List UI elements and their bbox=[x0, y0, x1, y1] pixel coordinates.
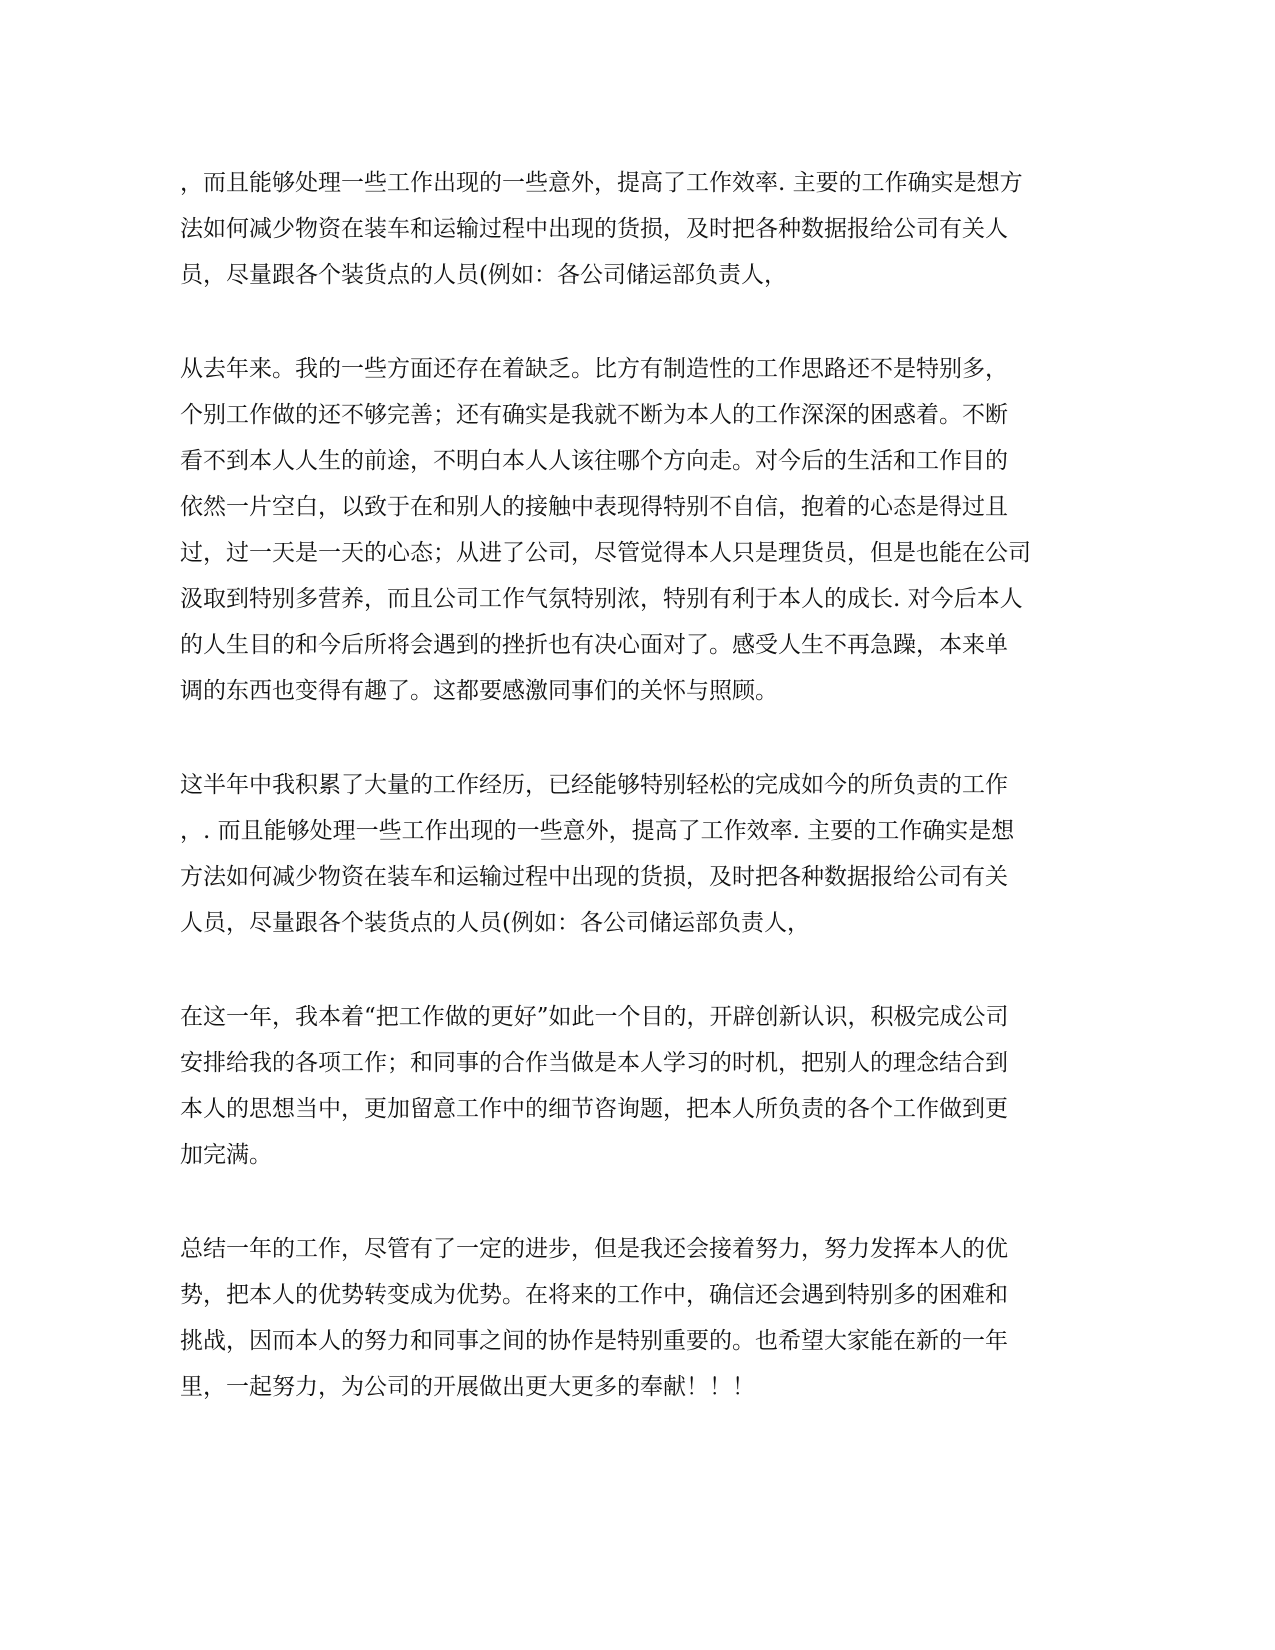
text-line: 员，尽量跟各个装货点的人员(例如：各公司储运部负责人， bbox=[180, 262, 787, 288]
text-line: 看不到本人人生的前途，不明白本人人该往哪个方向走。对今后的生活和工作目的 bbox=[180, 448, 1008, 474]
text-line: 从去年来。我的一些方面还存在着缺乏。比方有制造性的工作思路还不是特别多， bbox=[180, 356, 1008, 382]
paragraph-2 bbox=[180, 346, 1040, 714]
text-line: 总结一年的工作，尽管有了一定的进步，但是我还会接着努力，努力发挥本人的优 bbox=[180, 1236, 1008, 1262]
document-body bbox=[180, 160, 1040, 1458]
text-line: 本人的思想当中，更加留意工作中的细节咨询题，把本人所负责的各个工作做到更 bbox=[180, 1096, 1008, 1122]
text-line: 挑战，因而本人的努力和同事之间的协作是特别重要的。也希望大家能在新的一年 bbox=[180, 1328, 1008, 1354]
text-line: 过，过一天是一天的心态；从进了公司，尽管觉得本人只是理货员，但是也能在公司 bbox=[180, 540, 1031, 566]
paragraph-3 bbox=[180, 762, 1040, 946]
text-line: 法如何减少物资在装车和运输过程中出现的货损，及时把各种数据报给公司有关人 bbox=[180, 216, 1008, 242]
text-line: 安排给我的各项工作；和同事的合作当做是本人学习的时机，把别人的理念结合到 bbox=[180, 1050, 1008, 1076]
text-line: 这半年中我积累了大量的工作经历，已经能够特别轻松的完成如今的所负责的工作 bbox=[180, 772, 1008, 798]
text-line: 依然一片空白，以致于在和别人的接触中表现得特别不自信，抱着的心态是得过且 bbox=[180, 494, 1008, 520]
paragraph-1 bbox=[180, 160, 1040, 298]
text-line: ，而且能够处理一些工作出现的一些意外，提高了工作效率. 主要的工作确实是想方 bbox=[180, 170, 1023, 196]
paragraph-4 bbox=[180, 994, 1040, 1178]
text-line: 调的东西也变得有趣了。这都要感激同事们的关怀与照顾。 bbox=[180, 678, 778, 704]
text-line: 势，把本人的优势转变成为优势。在将来的工作中，确信还会遇到特别多的困难和 bbox=[180, 1282, 1008, 1308]
text-line: 在这一年，我本着“把工作做的更好”如此一个目的，开辟创新认识，积极完成公司 bbox=[180, 1004, 1009, 1030]
text-line: 的人生目的和今后所将会遇到的挫折也有决心面对了。感受人生不再急躁，本来单 bbox=[180, 632, 1008, 658]
text-line: 加完满。 bbox=[180, 1142, 272, 1168]
text-line: 个别工作做的还不够完善；还有确实是我就不断为本人的工作深深的困惑着。不断 bbox=[180, 402, 1008, 428]
text-line: ，. 而且能够处理一些工作出现的一些意外，提高了工作效率. 主要的工作确实是想 bbox=[180, 818, 1015, 844]
text-line: 人员，尽量跟各个装货点的人员(例如：各公司储运部负责人， bbox=[180, 910, 810, 936]
paragraph-5 bbox=[180, 1226, 1040, 1410]
text-line: 方法如何减少物资在装车和运输过程中出现的货损，及时把各种数据报给公司有关 bbox=[180, 864, 1008, 890]
text-line: 里，一起努力，为公司的开展做出更大更多的奉献！！！ bbox=[180, 1374, 755, 1400]
text-line: 汲取到特别多营养，而且公司工作气氛特别浓，特别有利于本人的成长. 对今后本人 bbox=[180, 586, 1023, 612]
